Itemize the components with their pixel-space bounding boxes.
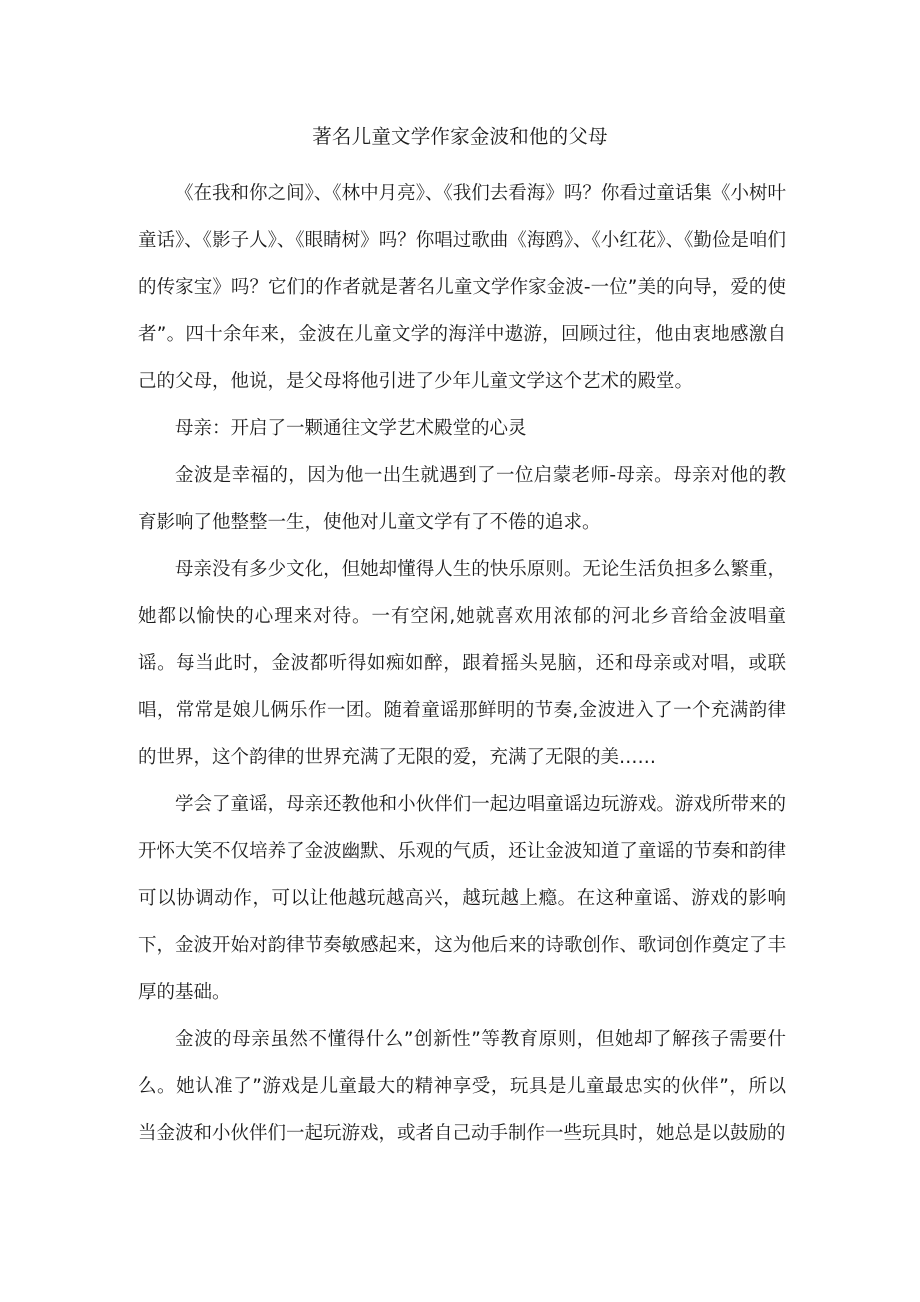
paragraph-mother-teacher: 金波是幸福的，因为他一出生就遇到了一位启蒙老师-母亲。母亲对他的教育影响了他整整一生，使他对儿童文学有了不倦的追求。 xyxy=(138,465,786,533)
paragraph-intro: 《在我和你之间》、《林中月亮》、《我们去看海》吗？你看过童话集《小树叶童话》、《影子人》、《眼睛树》吗？你唱过歌曲《海鸥》、《小红花》、《勤俭是咱们的传家宝》吗？它们的作者就是著名儿童文学作家金波-一位”美的向导，爱的使者”。四十余年来，金波在儿童文学的海洋中遨游，回顾过往，他由衷地感激自己的父母，他说，是父母将他引进了少年儿童文学这个艺术的殿堂。 xyxy=(138,183,786,392)
paragraph-games: 学会了童谣，母亲还教他和小伙伴们一起边唱童谣边玩游戏。游戏所带来的开怀大笑不仅培养了金波幽默、乐观的气质，还让金波知道了童谣的节奏和韵律可以协调动作，可以让他越玩越高兴，越玩越上瘾。在这种童谣、游戏的影响下，金波开始对韵律节奏敏感起来，这为他后来的诗歌创作、歌词创作奠定了丰厚的基础。 xyxy=(138,794,786,1003)
document-title: 著名儿童文学作家金波和他的父母 xyxy=(312,125,608,148)
section-heading-mother: 母亲：开启了一颗通往文学艺术殿堂的心灵 xyxy=(175,418,527,439)
paragraph-creativity: 金波的母亲虽然不懂得什么”创新性”等教育原则，但她却了解孩子需要什么。她认准了”游戏是儿童最大的精神享受，玩具是儿童最忠实的伙伴”，所以当金波和小伙伴们一起玩游戏，或者自己动手制作一些玩具时，她总是以鼓励的 xyxy=(138,1029,786,1144)
document-body xyxy=(138,170,786,1157)
paragraph-mother-songs: 母亲没有多少文化，但她却懂得人生的快乐原则。无论生活负担多么繁重，她都以愉快的心理来对待。一有空闲,她就喜欢用浓郁的河北乡音给金波唱童谣。每当此时，金波都听得如痴如醉，跟着摇头晃脑，还和母亲或对唱，或联唱，常常是娘儿俩乐作一团。随着童谣那鲜明的节奏,金波进入了一个充满韵律的世界，这个韵律的世界充满了无限的爱，充满了无限的美…… xyxy=(138,559,786,768)
